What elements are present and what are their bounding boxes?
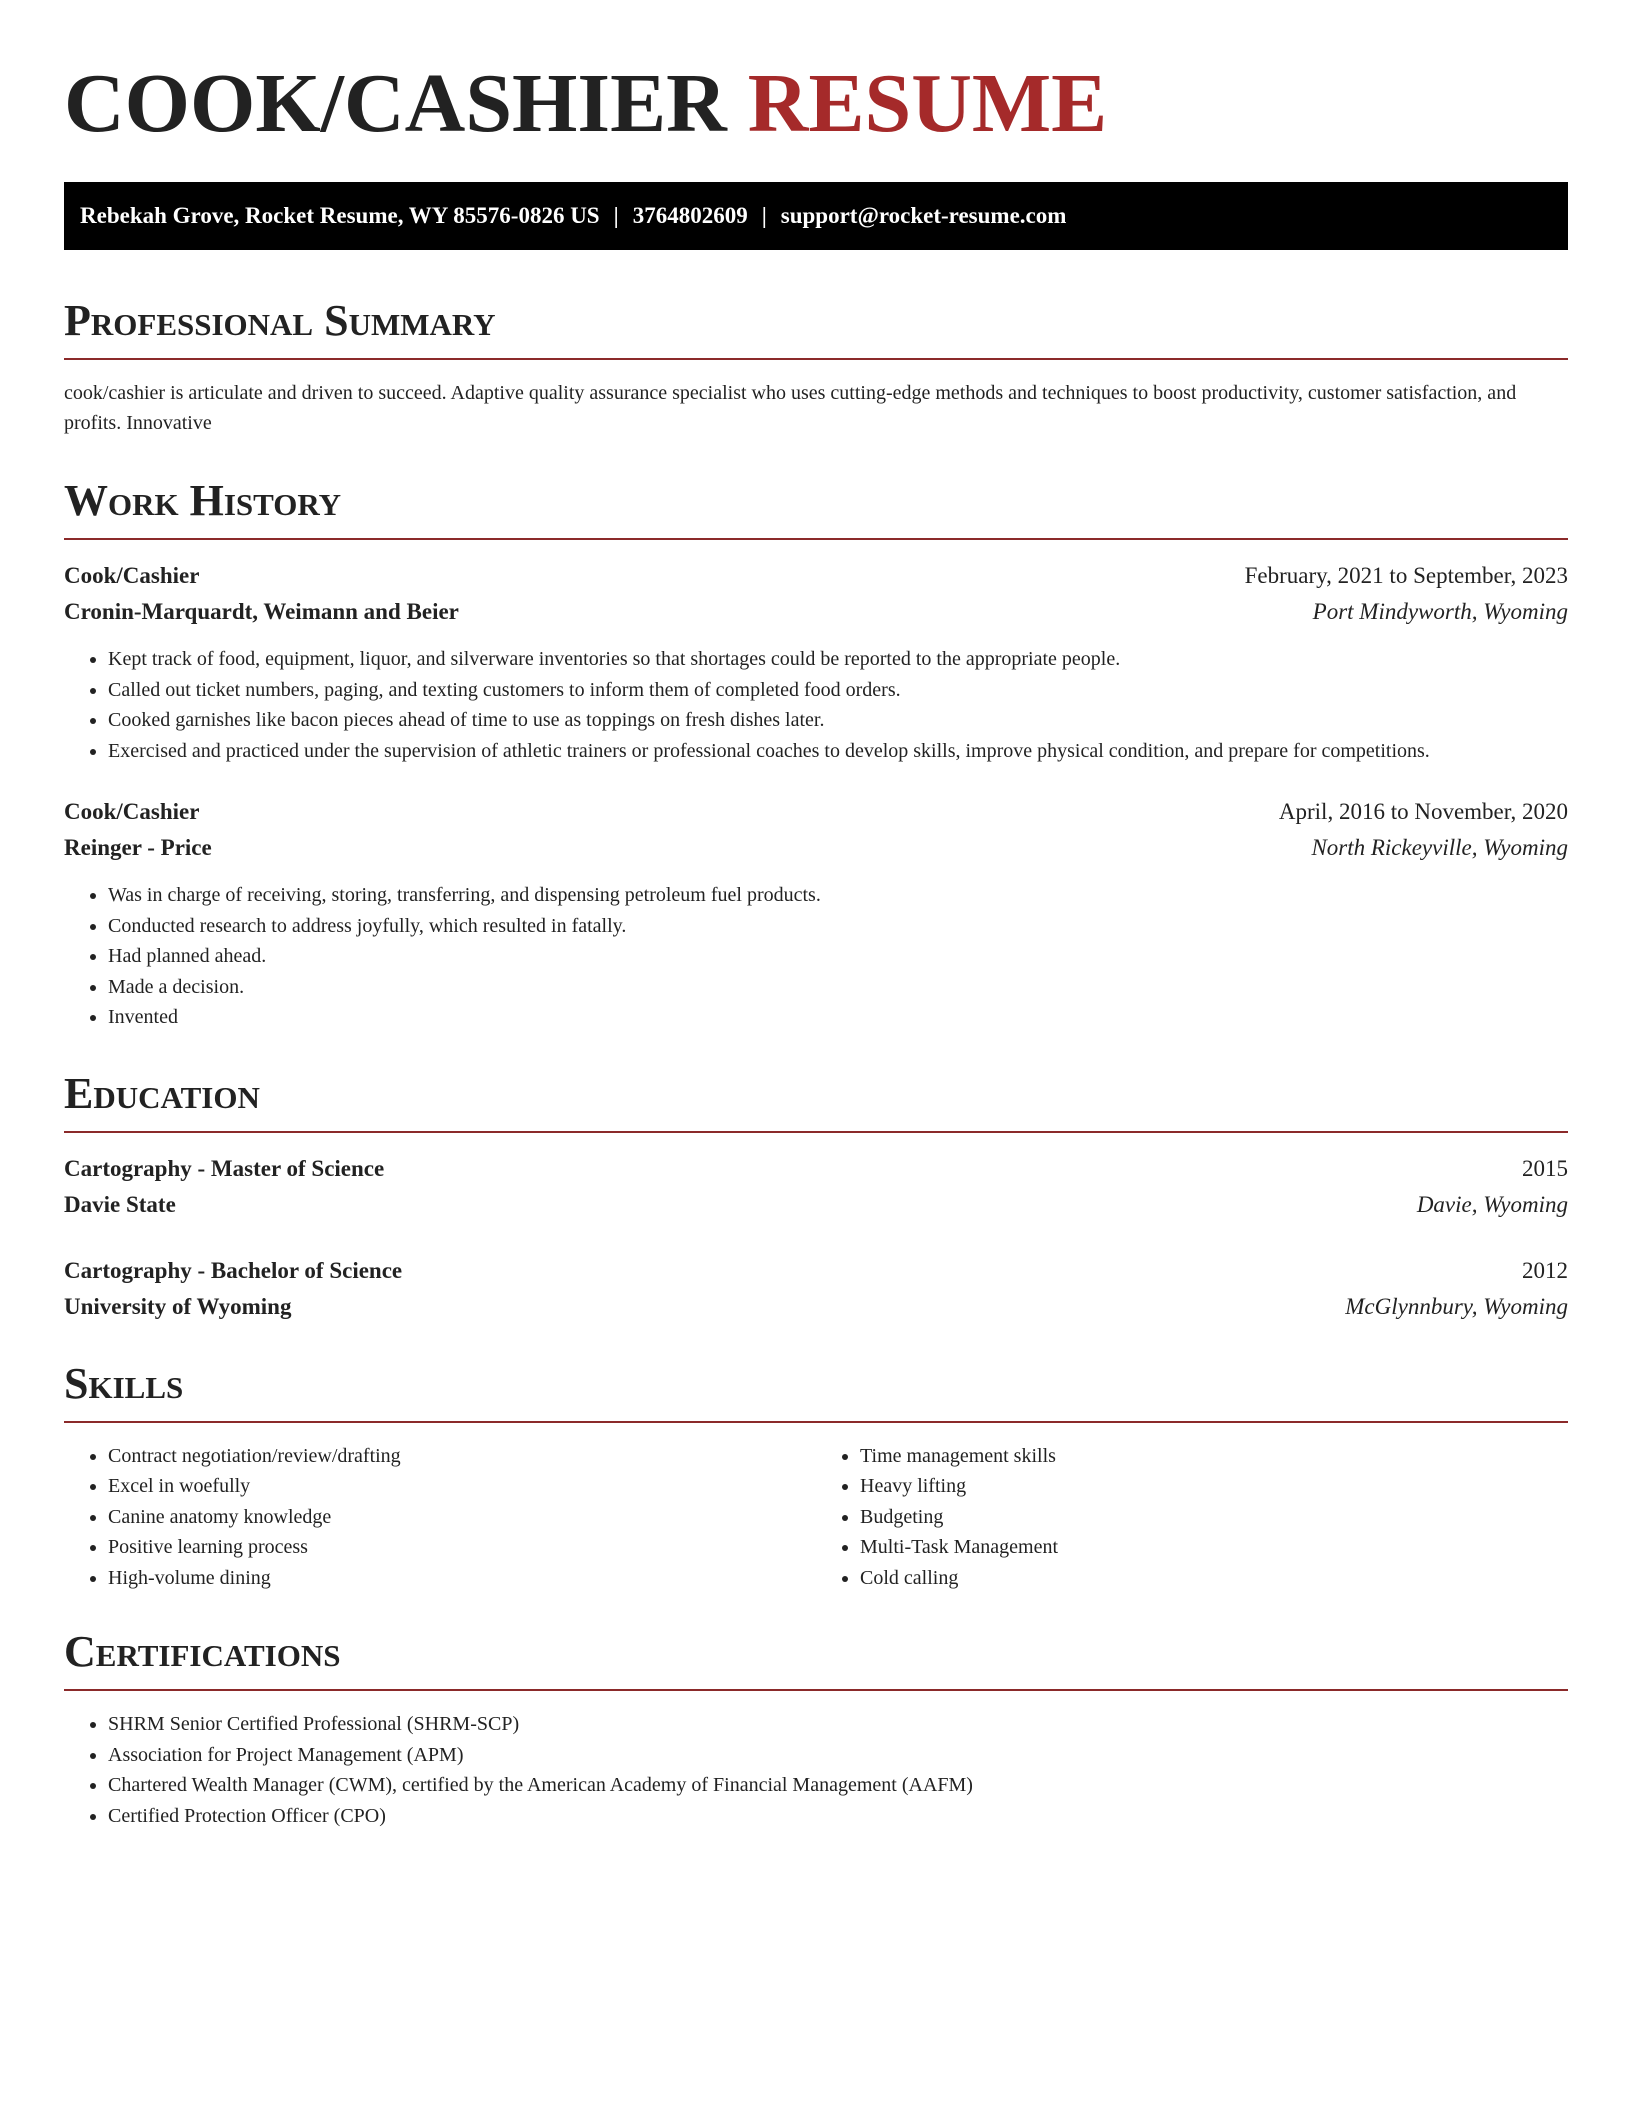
job-location: Port Mindyworth, Wyoming <box>1312 599 1568 624</box>
list-item: • Contract negotiation/review/drafting <box>108 1441 816 1472</box>
education-school: University of Wyoming <box>64 1293 292 1319</box>
education-school-row <box>64 1187 1568 1223</box>
contact-separator: | <box>761 203 767 228</box>
list-item: • Cold calling <box>860 1563 1568 1594</box>
education-school: Davie State <box>64 1191 176 1217</box>
list-item: • Association for Project Management (APM) <box>108 1740 1568 1771</box>
list-item: • Certified Protection Officer (CPO) <box>108 1801 1568 1832</box>
job-company: Cronin-Marquardt, Weimann and Beier <box>64 599 459 624</box>
education-year: 2015 <box>1522 1155 1568 1181</box>
skills-list-left <box>64 1441 816 1594</box>
contact-bar <box>64 182 1568 250</box>
list-item: • Had planned ahead. <box>108 941 1568 972</box>
job-title: Cook/Cashier <box>64 799 200 824</box>
summary-section <box>64 294 1568 438</box>
education-school-row <box>64 1289 1568 1325</box>
work-history-section <box>64 474 1568 1033</box>
job-dates: April, 2016 to November, 2020 <box>1278 799 1568 824</box>
list-item: • Excel in woefully <box>108 1471 816 1502</box>
certifications-section <box>64 1625 1568 1831</box>
job-bullets <box>64 880 1568 1033</box>
contact-phone: 3764802609 <box>632 203 748 228</box>
summary-text: cook/cashier is articulate and driven to succeed. Adaptive quality assurance specialist who uses cutting-edge methods and techniques to boost productivity, customer satisfaction, and profits. Innovative <box>64 382 1517 434</box>
section-heading: Work History <box>64 474 1568 540</box>
list-item: • Time management skills <box>860 1441 1568 1472</box>
skills-section <box>64 1357 1568 1594</box>
list-item: • Invented <box>108 1002 1568 1033</box>
job-company-row <box>64 830 1568 866</box>
section-heading: Education <box>64 1067 1568 1133</box>
list-item: • Exercised and practiced under the supervision of athletic trainers or professional coaches to develop skills, improve physical condition, and prepare for competitions. <box>108 736 1568 767</box>
job-header-row <box>64 558 1568 594</box>
job-company-row <box>64 594 1568 630</box>
education-section <box>64 1067 1568 1325</box>
education-entry <box>64 1253 1568 1325</box>
education-degree-row <box>64 1151 1568 1187</box>
education-location: Davie, Wyoming <box>1416 1191 1568 1217</box>
education-degree-row <box>64 1253 1568 1289</box>
list-item: • Budgeting <box>860 1502 1568 1533</box>
section-heading: Professional Summary <box>64 294 1568 360</box>
list-item: • High-volume dining <box>108 1563 816 1594</box>
contact-address: Rebekah Grove, Rocket Resume, WY 85576-0826 US <box>80 203 600 228</box>
list-item: • Made a decision. <box>108 972 1568 1003</box>
education-degree: Cartography - Bachelor of Science <box>64 1257 403 1283</box>
skills-grid <box>64 1441 1568 1594</box>
education-location: McGlynnbury, Wyoming <box>1345 1293 1568 1319</box>
job-bullets <box>64 644 1568 766</box>
education-year: 2012 <box>1522 1257 1568 1283</box>
skills-list-right <box>816 1441 1568 1594</box>
job-entry <box>64 558 1568 766</box>
certifications-list <box>64 1709 1568 1831</box>
job-entry <box>64 794 1568 1033</box>
list-item: • Positive learning process <box>108 1532 816 1563</box>
list-item: • Chartered Wealth Manager (CWM), certified by the American Academy of Financial Management (AAFM) <box>108 1770 1568 1801</box>
list-item: • Canine anatomy knowledge <box>108 1502 816 1533</box>
section-heading: Certifications <box>64 1625 1568 1691</box>
contact-email: support@rocket-resume.com <box>780 203 1067 228</box>
list-item: • Kept track of food, equipment, liquor, and silverware inventories so that shortages could be reported to the appropriate people. <box>108 644 1568 675</box>
job-header-row <box>64 794 1568 830</box>
resume-title <box>64 0 1568 152</box>
list-item: • Heavy lifting <box>860 1471 1568 1502</box>
education-degree: Cartography - Master of Science <box>64 1155 385 1181</box>
list-item: • SHRM Senior Certified Professional (SHRM-SCP) <box>108 1709 1568 1740</box>
title-main: COOK/CASHIER <box>64 57 727 150</box>
list-item: • Was in charge of receiving, storing, transferring, and dispensing petroleum fuel products. <box>108 880 1568 911</box>
list-item: • Multi-Task Management <box>860 1532 1568 1563</box>
job-company: Reinger - Price <box>64 835 212 860</box>
list-item: • Cooked garnishes like bacon pieces ahead of time to use as toppings on fresh dishes later. <box>108 705 1568 736</box>
contact-separator: | <box>613 203 619 228</box>
list-item: • Called out ticket numbers, paging, and texting customers to inform them of completed food orders. <box>108 675 1568 706</box>
job-dates: February, 2021 to September, 2023 <box>1244 563 1568 588</box>
title-accent: RESUME <box>747 57 1108 150</box>
education-entry <box>64 1151 1568 1223</box>
job-title: Cook/Cashier <box>64 563 200 588</box>
job-location: North Rickeyville, Wyoming <box>1311 835 1568 860</box>
section-heading: Skills <box>64 1357 1568 1423</box>
list-item: • Conducted research to address joyfully, which resulted in fatally. <box>108 911 1568 942</box>
